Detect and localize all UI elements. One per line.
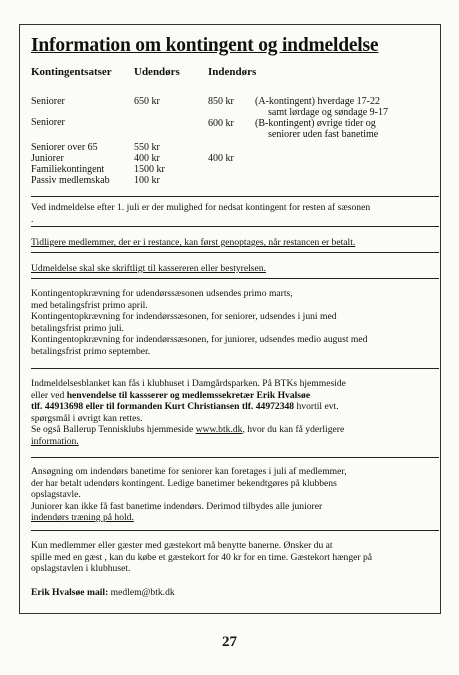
website-link[interactable]: www.btk.dk bbox=[195, 424, 243, 435]
divider bbox=[31, 457, 439, 458]
contact-line bbox=[31, 587, 433, 599]
signup-text: hvortil evt. bbox=[294, 401, 339, 412]
indoor-line: Ansøgning om indendørs banetime for seniorer kan foretages i juli af medlemmer, bbox=[31, 466, 347, 477]
signup-line: spørgsmål i øvrigt kan rettes. bbox=[31, 412, 143, 424]
row-3-indoor: 400 kr bbox=[208, 153, 234, 164]
signup-line: Indmeldelsesblanket kan fås i klubhuset i Damgårdsparken. På BTKs hjemmeside bbox=[31, 378, 346, 389]
guest-line: spille med en gæst , kan du købe et gæstekort for 40 kr for en time. Gæstekort hænger på bbox=[31, 551, 373, 563]
indoor-line: opslagstavle. bbox=[31, 489, 81, 500]
row-0-note-2: samt lørdage og søndage 9-17 bbox=[268, 107, 388, 118]
payment-info bbox=[31, 288, 433, 357]
signup-line bbox=[31, 424, 433, 436]
page-title: Information om kontingent og indmeldelse bbox=[31, 35, 379, 56]
header-indendors: Indendørs bbox=[208, 66, 257, 78]
guest-line: opslagstavlen i klubhuset. bbox=[31, 563, 131, 574]
row-5-outdoor: 100 kr bbox=[134, 175, 160, 186]
divider bbox=[31, 368, 439, 369]
signup-text: Se også Ballerup Tennisklubs hjemmeside bbox=[31, 424, 196, 435]
row-0-outdoor: 650 kr bbox=[134, 96, 160, 107]
row-0-indoor: 850 kr bbox=[208, 96, 234, 107]
signup-text: eller ved bbox=[31, 389, 67, 401]
guest-line: Kun medlemmer eller gæster med gæstekort må benytte banerne. Ønsker du at bbox=[31, 540, 333, 551]
payment-line: Kontingentopkrævning for indendørssæsonen, for juniorer, udsendes medio august med bbox=[31, 334, 368, 345]
row-2-category: Seniorer over 65 bbox=[31, 142, 98, 153]
row-4-category: Familiekontingent bbox=[31, 164, 105, 175]
row-1-indoor: 600 kr bbox=[208, 118, 234, 129]
row-2-outdoor: 550 kr bbox=[134, 142, 160, 153]
indoor-line: indendørs træning på hold. bbox=[31, 512, 134, 523]
notice-arrears: Tidligere medlemmer, der er i restance, kan først genoptages, når restancen er betalt. bbox=[31, 237, 356, 248]
signup-contact-phones: tlf. 44913698 eller til formanden Kurt Christiansen tlf. 44972348 bbox=[31, 401, 295, 412]
indoor-court-info bbox=[31, 466, 433, 524]
page-number: 27 bbox=[222, 634, 237, 650]
divider bbox=[31, 226, 439, 227]
row-0-category: Seniorer bbox=[31, 96, 65, 107]
row-5-category: Passiv medlemskab bbox=[31, 175, 110, 186]
row-3-outdoor: 400 kr bbox=[134, 153, 160, 164]
header-udendors: Udendørs bbox=[134, 66, 180, 78]
row-4-outdoor: 1500 kr bbox=[134, 164, 165, 175]
signup-info bbox=[31, 378, 433, 447]
divider bbox=[31, 278, 439, 279]
divider bbox=[31, 252, 439, 253]
row-0-note-1: (A-kontingent) hverdage 17-22 bbox=[255, 96, 380, 107]
notice-late-signup-text: Ved indmeldelse efter 1. juli er der mulighed for nedsat kontingent for resten af sæsonen bbox=[31, 202, 371, 213]
notice-late-signup-end: . bbox=[31, 213, 34, 225]
header-kontingentsatser: Kontingentsatser bbox=[31, 66, 112, 78]
contact-email[interactable]: medlem@btk.dk bbox=[108, 587, 175, 598]
payment-line: Kontingentopkrævning for indendørssæsonen, for seniorer, udsendes i juni med bbox=[31, 311, 337, 322]
signup-text: , hvor du kan få yderligere bbox=[242, 424, 345, 435]
payment-line: Kontingentopkrævning for udendørssæsonen udsendes primo marts, bbox=[31, 288, 293, 299]
indoor-line: Juniorer kan ikke få fast banetime indendørs. Derimod tilbydes alle juniorer bbox=[31, 500, 323, 512]
indoor-line: der har betalt udendørs kontingent. Ledige banetimer bekendtgøres på klubbens bbox=[31, 477, 337, 489]
payment-line: med betalingsfrist primo april. bbox=[31, 299, 148, 311]
notice-resignation: Udmeldelse skal ske skriftligt til kassereren eller bestyrelsen. bbox=[31, 263, 266, 274]
contact-name: Erik Hvalsøe mail: bbox=[31, 587, 109, 598]
notice-late-signup bbox=[31, 202, 433, 225]
signup-line: information. bbox=[31, 435, 79, 447]
divider bbox=[31, 196, 439, 197]
signup-line bbox=[31, 401, 433, 413]
payment-line: betalingsfrist primo september. bbox=[31, 345, 151, 357]
signup-line bbox=[31, 390, 433, 402]
row-1-note-2: seniorer uden fast banetime bbox=[268, 129, 379, 140]
payment-line: betalingsfrist primo juli. bbox=[31, 322, 124, 334]
row-3-category: Juniorer bbox=[31, 153, 64, 164]
contact-info bbox=[31, 587, 433, 599]
row-1-category: Seniorer bbox=[31, 117, 65, 128]
guest-info bbox=[31, 540, 433, 575]
signup-contact-treasurer: henvendelse til kassserer og medlemssekretær Erik Hvalsøe bbox=[66, 389, 311, 401]
divider bbox=[31, 530, 439, 531]
row-1-note-1: (B-kontingent) øvrige tider og bbox=[255, 118, 376, 129]
